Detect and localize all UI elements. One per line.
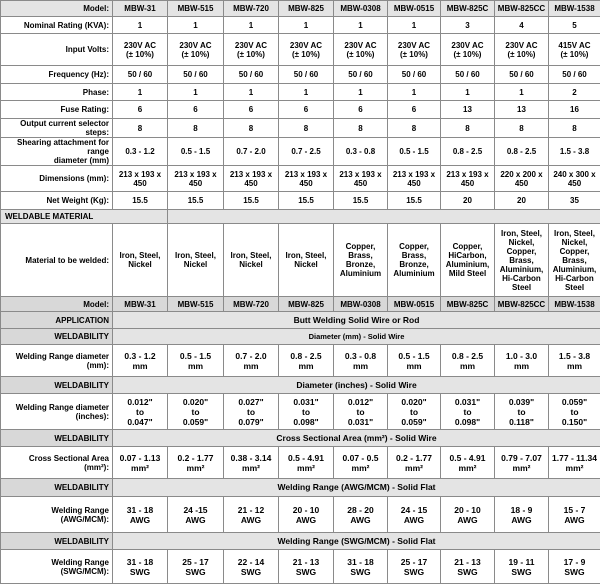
model-cell: MBW-825C [441,297,495,312]
row-label: Material to be welded: [1,224,113,297]
spec-cell: 8 [168,119,224,138]
spec-cell: 1 [279,84,334,101]
material-cell: Iron, Steel, Nickel [224,224,279,297]
model-cell: MBW-1538 [549,297,600,312]
row-label: Net Weight (Kg): [1,192,113,210]
range-cell: 0.07 - 1.13 mm² [113,447,168,479]
material-cell: Copper, Brass, Bronze, Aluminium [388,224,441,297]
spec-cell: 230V AC (± 10%) [495,34,549,66]
spec-row [1,138,600,166]
spec-cell: 240 x 300 x 450 [549,166,600,192]
spec-cell: 8 [113,119,168,138]
row-label: Model: [1,1,113,17]
spec-cell: 1 [113,17,168,34]
spec-cell: 1 [334,84,388,101]
spec-cell: 0.3 - 0.8 [334,138,388,166]
spec-cell: 1.5 - 3.8 [549,138,600,166]
spec-row [1,1,600,17]
spec-cell: 0.3 - 1.2 [113,138,168,166]
range-cell: 0.059" to 0.150" [549,394,600,430]
range-cell: 31 - 18 SWG [113,550,168,584]
spec-cell: 1 [224,17,279,34]
range-cell: 0.2 - 1.77 mm² [388,447,441,479]
model-cell: MBW-0515 [388,297,441,312]
spec-cell: 0.8 - 2.5 [495,138,549,166]
spec-cell: 2 [549,84,600,101]
range-cell: 0.8 - 2.5 mm [441,345,495,377]
spec-cell: 50 / 60 [279,66,334,84]
weldability-label: WELDABILITY [1,533,113,550]
row-label: Input Volts: [1,34,113,66]
range-cell: 17 - 9 SWG [549,550,600,584]
spec-cell: 35 [549,192,600,210]
material-cell: Copper, Brass, Bronze, Aluminium [334,224,388,297]
range-cell: 0.38 - 3.14 mm² [224,447,279,479]
range-cell: 20 - 10 AWG [441,497,495,533]
weldability-value-row [1,447,600,479]
weldability-label: WELDABILITY [1,430,113,447]
spec-cell: 50 / 60 [388,66,441,84]
spec-cell: 213 x 193 x 450 [224,166,279,192]
spec-cell: 5 [549,17,600,34]
spec-cell: 20 [495,192,549,210]
spec-cell: 13 [495,101,549,119]
spec-cell: 0.8 - 2.5 [441,138,495,166]
row-label: Cross Sectional Area (mm²): [1,447,113,479]
range-cell: 0.020" to 0.059" [168,394,224,430]
weldability-label: WELDABILITY [1,377,113,394]
model-cell: MBW-825CC [495,297,549,312]
range-cell: 18 - 9 AWG [495,497,549,533]
row-label: Output current selector steps: [1,119,113,138]
spec-cell: 50 / 60 [113,66,168,84]
row-label: Welding Range diameter (inches): [1,394,113,430]
spec-cell: MBW-1538 [549,1,600,17]
spec-cell: 20 [441,192,495,210]
application-row [1,312,600,329]
row-label: Nominal Rating (KVA): [1,17,113,34]
range-cell: 0.031" to 0.098" [279,394,334,430]
spec-cell: 1 [441,84,495,101]
spec-cell: 220 x 200 x 450 [495,166,549,192]
weldable-row [1,224,600,297]
spec-cell: 1 [388,84,441,101]
weldability-value-row [1,497,600,533]
model-cell: MBW-515 [168,297,224,312]
material-cell: Iron, Steel, Nickel, Copper, Brass, Aluminium, Hi-Carbon Steel [495,224,549,297]
spec-cell: 230V AC (± 10%) [334,34,388,66]
range-cell: 0.012" to 0.031" [334,394,388,430]
range-cell: 24 - 15 AWG [388,497,441,533]
row-label: Welding Range diameter (mm): [1,345,113,377]
spec-cell: 6 [168,101,224,119]
weldability-value-row [1,550,600,584]
spec-cell: 1 [168,17,224,34]
spec-row [1,101,600,119]
range-cell: 0.07 - 0.5 mm² [334,447,388,479]
weldable-header-row [1,210,600,224]
weldability-title-row [1,329,600,345]
spec-row [1,119,600,138]
weldability-title: Diameter (mm) - Solid Wire [113,329,600,345]
spec-cell: MBW-825 [279,1,334,17]
spec-cell: 1 [279,17,334,34]
spec-cell: 230V AC (± 10%) [279,34,334,66]
spec-row [1,66,600,84]
range-cell: 0.5 - 4.91 mm² [279,447,334,479]
model-cell: MBW-31 [113,297,168,312]
weldability-title-row [1,479,600,497]
weldability-title-row [1,430,600,447]
range-cell: 31 - 18 SWG [334,550,388,584]
weldability-value-row [1,394,600,430]
spec-cell: 0.7 - 2.0 [224,138,279,166]
range-cell: 0.012" to 0.047" [113,394,168,430]
spec-cell: MBW-825C [441,1,495,17]
row-label: Welding Range (SWG/MCM): [1,550,113,584]
spec-cell: 15.5 [224,192,279,210]
range-cell: 1.5 - 3.8 mm [549,345,600,377]
spec-row [1,192,600,210]
range-cell: 0.039" to 0.118" [495,394,549,430]
range-cell: 24 -15 AWG [168,497,224,533]
spec-cell: 8 [549,119,600,138]
spec-cell: 230V AC (± 10%) [224,34,279,66]
material-cell: Copper, HiCarbon, Aluminium, Mild Steel [441,224,495,297]
range-cell: 1.0 - 3.0 mm [495,345,549,377]
weldability-title-row [1,377,600,394]
range-cell: 0.027" to 0.079" [224,394,279,430]
weldability-label: WELDABILITY [1,329,113,345]
spec-cell: 50 / 60 [549,66,600,84]
spec-cell: 0.7 - 2.5 [279,138,334,166]
spec-cell: 1 [168,84,224,101]
spec-cell: MBW-515 [168,1,224,17]
spec-cell: 230V AC (± 10%) [388,34,441,66]
weldability-label: WELDABILITY [1,479,113,497]
spec-cell: 230V AC (± 10%) [113,34,168,66]
spec-cell: 15.5 [113,192,168,210]
row-label: Model: [1,297,113,312]
weldability-title: Cross Sectional Area (mm²) - Solid Wire [113,430,600,447]
spec-cell: 15.5 [168,192,224,210]
application-value: Butt Welding Solid Wire or Rod [113,312,600,329]
spec-cell: MBW-0515 [388,1,441,17]
spec-cell: 13 [441,101,495,119]
spec-row [1,17,600,34]
spec-cell: 213 x 193 x 450 [113,166,168,192]
spec-cell: 16 [549,101,600,119]
spec-cell: 50 / 60 [224,66,279,84]
material-cell: Iron, Steel, Nickel [113,224,168,297]
weldability-value-row [1,345,600,377]
range-cell: 0.5 - 1.5 mm [168,345,224,377]
model-row [1,297,600,312]
range-cell: 25 - 17 SWG [388,550,441,584]
spec-cell: 0.5 - 1.5 [168,138,224,166]
model-cell: MBW-0308 [334,297,388,312]
range-cell: 25 - 17 SWG [168,550,224,584]
spec-cell: 6 [279,101,334,119]
range-cell: 21 - 13 SWG [441,550,495,584]
spec-cell: 213 x 193 x 450 [441,166,495,192]
range-cell: 0.7 - 2.0 mm [224,345,279,377]
spec-cell: 6 [113,101,168,119]
range-cell: 0.2 - 1.77 mm² [168,447,224,479]
material-cell: Iron, Steel, Nickel, Copper, Brass, Aluminium, Hi-Carbon Steel [549,224,600,297]
row-label: Dimensions (mm): [1,166,113,192]
range-cell: 0.3 - 0.8 mm [334,345,388,377]
spec-cell: 15.5 [279,192,334,210]
spec-cell: 8 [495,119,549,138]
range-cell: 22 - 14 SWG [224,550,279,584]
spec-cell: 213 x 193 x 450 [388,166,441,192]
row-label: Shearing attachment for range diameter (mm) [1,138,113,166]
range-cell: 0.5 - 4.91 mm² [441,447,495,479]
spec-cell: 213 x 193 x 450 [279,166,334,192]
spec-row [1,84,600,101]
spec-cell: 15.5 [334,192,388,210]
range-cell: 0.5 - 1.5 mm [388,345,441,377]
weldability-title-row [1,533,600,550]
range-cell: 19 - 11 SWG [495,550,549,584]
spec-cell: 50 / 60 [495,66,549,84]
spec-cell: 1 [495,84,549,101]
spec-cell: 50 / 60 [334,66,388,84]
range-cell: 0.031" to 0.098" [441,394,495,430]
spec-cell: 6 [388,101,441,119]
range-cell: 15 - 7 AWG [549,497,600,533]
spec-row [1,166,600,192]
spec-cell: MBW-31 [113,1,168,17]
weldable-header-fill [168,210,600,224]
row-label: Fuse Rating: [1,101,113,119]
spec-cell: 1 [334,17,388,34]
spec-cell: 8 [334,119,388,138]
spec-row [1,34,600,66]
spec-cell: 15.5 [388,192,441,210]
spec-cell: 1 [113,84,168,101]
weldability-title: Welding Range (AWG/MCM) - Solid Flat [113,479,600,497]
spec-cell: 8 [388,119,441,138]
weldability-title: Welding Range (SWG/MCM) - Solid Flat [113,533,600,550]
row-label: Welding Range (AWG/MCM): [1,497,113,533]
spec-cell: 6 [224,101,279,119]
material-cell: Iron, Steel, Nickel [168,224,224,297]
model-cell: MBW-825 [279,297,334,312]
spec-cell: 230V AC (± 10%) [441,34,495,66]
row-label: Phase: [1,84,113,101]
weldable-header: WELDABLE MATERIAL [1,210,168,224]
range-cell: 21 - 12 AWG [224,497,279,533]
material-cell: Iron, Steel, Nickel [279,224,334,297]
range-cell: 0.79 - 7.07 mm² [495,447,549,479]
range-cell: 28 - 20 AWG [334,497,388,533]
spec-cell: 50 / 60 [168,66,224,84]
spec-cell: 4 [495,17,549,34]
spec-cell: 415V AC (± 10%) [549,34,600,66]
model-cell: MBW-720 [224,297,279,312]
spec-cell: 230V AC (± 10%) [168,34,224,66]
spec-cell: 8 [224,119,279,138]
range-cell: 20 - 10 AWG [279,497,334,533]
range-cell: 21 - 13 SWG [279,550,334,584]
spec-cell: 1 [224,84,279,101]
row-label: Frequency (Hz): [1,66,113,84]
spec-cell: 213 x 193 x 450 [168,166,224,192]
spec-cell: MBW-825CC [495,1,549,17]
spec-cell: 3 [441,17,495,34]
spec-cell: 6 [334,101,388,119]
spec-cell: 0.5 - 1.5 [388,138,441,166]
spec-cell: MBW-720 [224,1,279,17]
range-cell: 1.77 - 11.34 mm² [549,447,600,479]
range-cell: 31 - 18 AWG [113,497,168,533]
spec-cell: 50 / 60 [441,66,495,84]
spec-cell: 8 [279,119,334,138]
range-cell: 0.020" to 0.059" [388,394,441,430]
range-cell: 0.8 - 2.5 mm [279,345,334,377]
spec-cell: MBW-0308 [334,1,388,17]
spec-cell: 8 [441,119,495,138]
spec-cell: 1 [388,17,441,34]
spec-cell: 213 x 193 x 450 [334,166,388,192]
range-cell: 0.3 - 1.2 mm [113,345,168,377]
weldability-title: Diameter (inches) - Solid Wire [113,377,600,394]
application-label: APPLICATION [1,312,113,329]
